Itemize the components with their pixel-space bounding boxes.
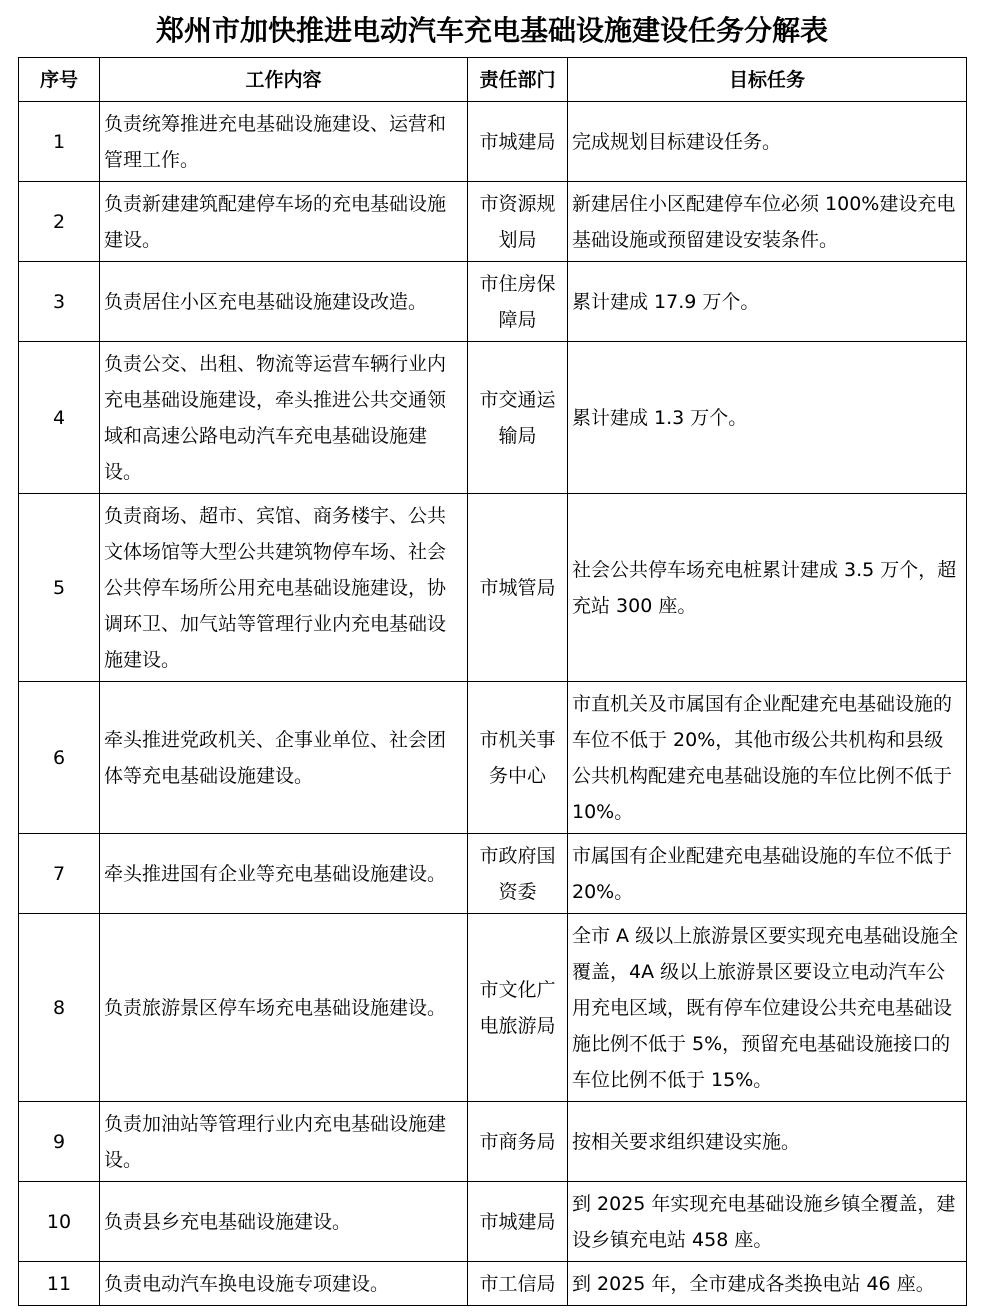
header-no: 序号 [19,58,100,102]
row-no: 1 [19,102,100,182]
table-header-row [19,58,967,102]
row-no: 8 [19,914,100,1102]
row-target: 累计建成 1.3 万个。 [568,342,967,494]
table-row [19,494,967,682]
row-no: 11 [19,1262,100,1306]
row-no: 7 [19,834,100,914]
row-dept: 市城建局 [468,1182,568,1262]
row-no: 3 [19,262,100,342]
table-row [19,182,967,262]
row-dept: 市资源规划局 [468,182,568,262]
row-target: 到 2025 年实现充电基础设施乡镇全覆盖，建设乡镇充电站 458 座。 [568,1182,967,1262]
row-dept: 市商务局 [468,1102,568,1182]
row-dept: 市交通运输局 [468,342,568,494]
row-dept: 市城建局 [468,102,568,182]
table-row [19,1262,967,1306]
row-work: 负责电动汽车换电设施专项建设。 [100,1262,468,1306]
header-dept: 责任部门 [468,58,568,102]
table-row [19,102,967,182]
table-row [19,1182,967,1262]
row-target: 到 2025 年，全市建成各类换电站 46 座。 [568,1262,967,1306]
row-target: 市直机关及市属国有企业配建充电基础设施的车位不低于 20%，其他市级公共机构和县级公共机构配建充电基础设施的车位比例不低于 10%。 [568,682,967,834]
row-work: 负责加油站等管理行业内充电基础设施建设。 [100,1102,468,1182]
table-row [19,914,967,1102]
row-target: 新建居住小区配建停车位必须 100%建设充电基础设施或预留建设安装条件。 [568,182,967,262]
row-work: 负责新建建筑配建停车场的充电基础设施建设。 [100,182,468,262]
row-target: 社会公共停车场充电桩累计建成 3.5 万个，超充站 300 座。 [568,494,967,682]
row-dept: 市文化广电旅游局 [468,914,568,1102]
row-dept: 市城管局 [468,494,568,682]
row-work: 牵头推进党政机关、企事业单位、社会团体等充电基础设施建设。 [100,682,468,834]
row-no: 6 [19,682,100,834]
table-row [19,342,967,494]
row-work: 牵头推进国有企业等充电基础设施建设。 [100,834,468,914]
row-dept: 市住房保障局 [468,262,568,342]
task-table [18,57,967,1306]
header-work: 工作内容 [100,58,468,102]
row-no: 9 [19,1102,100,1182]
row-no: 2 [19,182,100,262]
table-row [19,262,967,342]
row-no: 5 [19,494,100,682]
table-row [19,682,967,834]
row-work: 负责商场、超市、宾馆、商务楼宇、公共文体场馆等大型公共建筑物停车场、社会公共停车场所公用充电基础设施建设，协调环卫、加气站等管理行业内充电基础设施建设。 [100,494,468,682]
row-target: 全市 A 级以上旅游景区要实现充电基础设施全覆盖，4A 级以上旅游景区要设立电动汽车公用充电区域，既有停车位建设公共充电基础设施比例不低于 5%，预留充电基础设施接口的车位比例不低于 15%。 [568,914,967,1102]
row-target: 完成规划目标建设任务。 [568,102,967,182]
row-dept: 市工信局 [468,1262,568,1306]
row-work: 负责旅游景区停车场充电基础设施建设。 [100,914,468,1102]
row-work: 负责居住小区充电基础设施建设改造。 [100,262,468,342]
table-row [19,834,967,914]
row-no: 4 [19,342,100,494]
header-target: 目标任务 [568,58,967,102]
document-title: 郑州市加快推进电动汽车充电基础设施建设任务分解表 [155,14,828,47]
row-work: 负责县乡充电基础设施建设。 [100,1182,468,1262]
row-target: 累计建成 17.9 万个。 [568,262,967,342]
row-dept: 市机关事务中心 [468,682,568,834]
row-work: 负责公交、出租、物流等运营车辆行业内充电基础设施建设，牵头推进公共交通领域和高速公路电动汽车充电基础设施建设。 [100,342,468,494]
row-target: 市属国有企业配建充电基础设施的车位不低于 20%。 [568,834,967,914]
row-no: 10 [19,1182,100,1262]
row-work: 负责统筹推进充电基础设施建设、运营和管理工作。 [100,102,468,182]
row-dept: 市政府国资委 [468,834,568,914]
table-row [19,1102,967,1182]
row-target: 按相关要求组织建设实施。 [568,1102,967,1182]
